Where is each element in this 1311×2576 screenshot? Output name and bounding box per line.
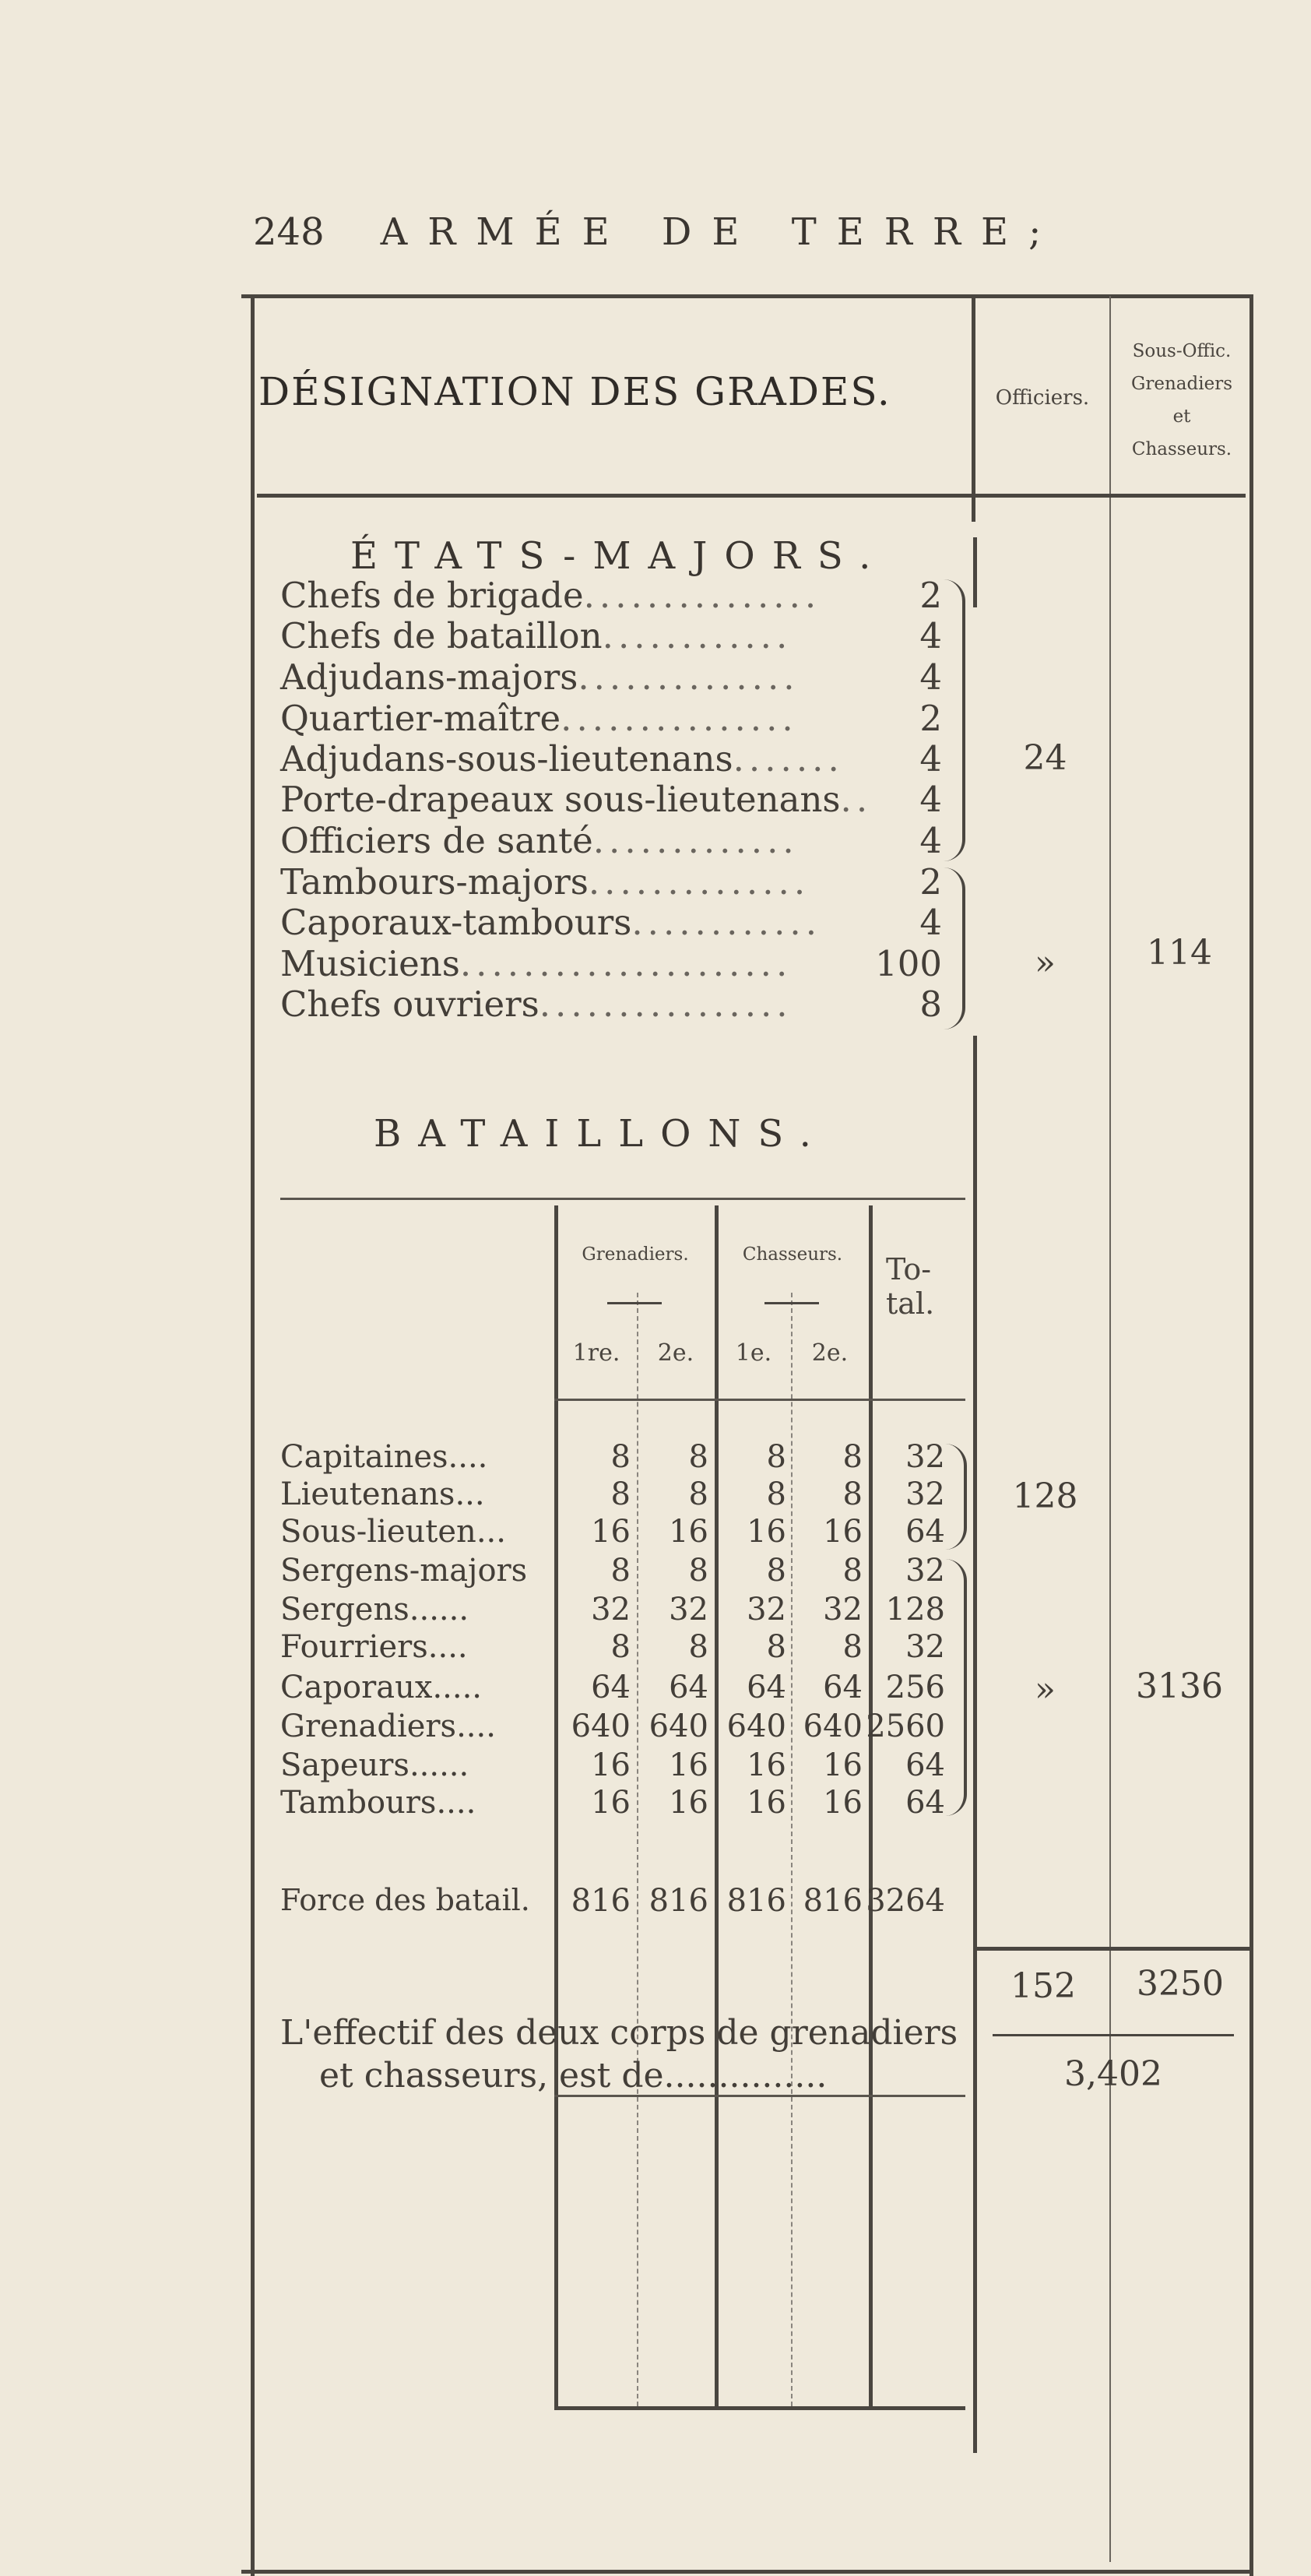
table-cell: 16 <box>591 1514 631 1550</box>
table-cell: 8 <box>766 1629 786 1665</box>
list-item <box>280 820 799 861</box>
page-number: 248 <box>253 210 325 254</box>
footer-leader: ............... <box>663 2056 828 2096</box>
summary-rule <box>973 1947 1250 1951</box>
table-cell: 16 <box>669 1747 708 1783</box>
list-item <box>280 698 798 739</box>
row-leader: .. <box>486 1514 506 1550</box>
entry-leader: ................ <box>539 984 793 1025</box>
table-cell-total: 32 <box>905 1553 945 1589</box>
officiers-header: Officiers. <box>995 386 1090 410</box>
entry-leader: ............ <box>631 902 821 943</box>
sous-officiers-header-line: Grenadiers <box>1131 374 1232 394</box>
list-item <box>280 738 844 779</box>
table-cell: 8 <box>610 1476 631 1512</box>
table-cell-total: 256 <box>885 1670 945 1705</box>
table-cell: 16 <box>669 1785 708 1821</box>
entry-leader: ..................... <box>459 943 793 984</box>
entry-value: 2 <box>919 698 942 739</box>
table-cell-total: 64 <box>905 1514 945 1550</box>
group-brace <box>607 1302 662 1304</box>
running-title: ARMÉE DE TERRE; <box>380 210 1062 254</box>
force-cell: 816 <box>571 1883 631 1919</box>
table-cell: 8 <box>610 1439 631 1475</box>
entry-label: Adjudans-majors <box>280 656 578 698</box>
sum-brace <box>993 2034 1234 2036</box>
list-item <box>280 779 872 820</box>
table-cell-total: 32 <box>905 1629 945 1665</box>
entry-label: Chefs de bataillon <box>280 615 603 656</box>
force-total: 3264 <box>866 1883 945 1919</box>
entry-leader: ............. <box>592 820 799 861</box>
table-cell: 8 <box>766 1476 786 1512</box>
table-cell: 8 <box>842 1553 863 1589</box>
entry-value: 2 <box>919 575 942 616</box>
list-item <box>280 902 821 943</box>
entry-leader: ............... <box>561 698 798 739</box>
entry-label: Chefs ouvriers <box>280 984 540 1025</box>
table-cell: 32 <box>591 1592 631 1628</box>
grenadiers-group-header: Grenadiers. <box>582 1244 689 1265</box>
group-brace <box>764 1302 819 1304</box>
sous-officiers-total: 114 <box>1147 933 1212 973</box>
table-cell: 640 <box>726 1709 786 1744</box>
list-item <box>280 861 810 903</box>
entry-leader: .............. <box>588 861 810 903</box>
row-label: Lieutenans <box>280 1476 455 1512</box>
table-cell: 16 <box>669 1514 708 1550</box>
footer-line-2-text: et chasseurs, est de <box>319 2056 664 2096</box>
table-row-label <box>280 1670 482 1705</box>
table-row-label <box>280 1592 469 1628</box>
footer-line-1: L'effectif des deux corps de grenadiers <box>280 2013 958 2053</box>
entry-value: 100 <box>875 943 942 984</box>
table-cell: 8 <box>766 1553 786 1589</box>
bataillons-title: BATAILLONS. <box>374 1112 828 1156</box>
entry-value: 4 <box>919 615 942 656</box>
sous-officiers-header <box>1112 335 1252 466</box>
entry-leader: ............... <box>583 575 821 616</box>
sous-officiers-header-line: Sous-Offic. <box>1132 341 1232 361</box>
force-cell: 816 <box>648 1883 708 1919</box>
row-label: Sous-lieuten. <box>280 1514 487 1550</box>
table-cell: 16 <box>823 1747 863 1783</box>
entry-value: 8 <box>919 984 942 1025</box>
entry-label: Porte-drapeaux sous-lieutenans <box>280 779 841 820</box>
entry-value: 4 <box>919 738 942 779</box>
table-cell: 16 <box>747 1514 786 1550</box>
table-cell: 8 <box>766 1439 786 1475</box>
table-cell: 16 <box>591 1747 631 1783</box>
entry-label: Caporaux-tambours <box>280 902 632 943</box>
row-leader: .... <box>427 1629 468 1665</box>
list-item <box>280 615 792 656</box>
list-item <box>280 984 793 1025</box>
list-item <box>280 943 792 984</box>
row-label: Sergens <box>280 1592 409 1628</box>
brace-officiers <box>944 579 965 861</box>
table-top-rule <box>241 294 1253 298</box>
list-item <box>280 575 821 616</box>
ditto-mark: » <box>1035 1670 1056 1709</box>
header-bottom-rule <box>257 494 1246 498</box>
row-label: Fourriers <box>280 1629 428 1665</box>
table-cell: 8 <box>688 1629 708 1665</box>
inner-header-rule <box>554 1399 965 1401</box>
entry-leader: ....... <box>733 738 844 779</box>
footer-line-2 <box>319 2056 827 2096</box>
table-row-label <box>280 1476 485 1512</box>
officiers-sum: 152 <box>1010 1966 1076 2006</box>
table-cell: 640 <box>571 1709 631 1744</box>
force-cell: 816 <box>803 1883 863 1919</box>
table-cell-total: 64 <box>905 1785 945 1821</box>
entry-label: Adjudans-sous-lieutenans <box>280 738 733 779</box>
row-label: Caporaux <box>280 1670 433 1705</box>
table-cell: 8 <box>842 1476 863 1512</box>
entry-label: Quartier-maître <box>280 698 561 739</box>
table-cell: 8 <box>610 1553 631 1589</box>
table-cell-total: 32 <box>905 1439 945 1475</box>
row-leader: ... <box>455 1476 485 1512</box>
table-cell: 32 <box>669 1592 708 1628</box>
table-row-label <box>280 1747 469 1783</box>
bataillons-rule <box>973 1036 977 2453</box>
table-row-label <box>280 1785 476 1821</box>
entry-value: 4 <box>919 820 942 861</box>
table-cell: 32 <box>747 1592 786 1628</box>
table-cell: 16 <box>747 1747 786 1783</box>
table-cell: 16 <box>747 1785 786 1821</box>
row-leader: ...... <box>409 1592 469 1628</box>
inner-top-rule <box>280 1198 965 1200</box>
header-divider-left <box>972 296 975 522</box>
running-head <box>253 210 1141 254</box>
entry-value: 4 <box>919 779 942 820</box>
entry-label: Tambours-majors <box>280 861 589 903</box>
row-leader: .... <box>436 1785 476 1821</box>
table-cell: 64 <box>591 1670 631 1705</box>
sous-officiers-sum: 3250 <box>1137 1964 1224 2004</box>
rank-header: 1e. <box>735 1339 772 1367</box>
entry-leader: ............ <box>602 615 793 656</box>
table-right-rule <box>1249 296 1253 2576</box>
sous-officiers-header-line: et <box>1172 406 1191 427</box>
brace-officiers <box>945 1444 967 1550</box>
sous-officiers-total: 3136 <box>1136 1666 1223 1706</box>
table-row-label <box>280 1439 487 1475</box>
etats-majors-title: ÉTATS-MAJORS. <box>350 534 888 578</box>
row-label: Sergens-majors <box>280 1553 528 1589</box>
inner-bottom-rule <box>554 2406 965 2410</box>
entry-value: 4 <box>919 902 942 943</box>
table-row-label <box>280 1553 527 1589</box>
table-cell: 8 <box>842 1629 863 1665</box>
ditto-mark: » <box>1035 943 1056 983</box>
row-leader: ...... <box>409 1747 469 1783</box>
table-cell: 8 <box>688 1439 708 1475</box>
officiers-total: 128 <box>1012 1476 1078 1516</box>
table-cell: 640 <box>803 1709 863 1744</box>
table-cell-total: 2560 <box>866 1709 945 1744</box>
entry-leader: .............. <box>578 656 800 698</box>
entry-label: Musiciens <box>280 943 460 984</box>
table-cell: 64 <box>669 1670 708 1705</box>
force-label: Force des batail. <box>280 1883 530 1917</box>
etats-majors-rule <box>973 537 977 607</box>
row-label: Tambours <box>280 1785 437 1821</box>
table-left-rule <box>251 296 255 2576</box>
col-divider-officiers <box>1109 296 1111 2562</box>
brace-sous-officiers <box>944 867 965 1029</box>
row-label: Sapeurs <box>280 1747 409 1783</box>
grand-total: 3,402 <box>1064 2054 1162 2094</box>
rank-header: 1re. <box>572 1339 620 1367</box>
entry-leader: .. <box>840 779 873 820</box>
row-leader: ..... <box>432 1670 483 1705</box>
table-cell: 8 <box>842 1439 863 1475</box>
force-cell: 816 <box>726 1883 786 1919</box>
table-bottom-rule <box>241 2570 1253 2574</box>
row-leader: .... <box>456 1709 496 1744</box>
row-label: Capitaines <box>280 1439 448 1475</box>
table-cell: 32 <box>823 1592 863 1628</box>
designation-header: DÉSIGNATION DES GRADES. <box>258 369 891 414</box>
chasseurs-group-header: Chasseurs. <box>742 1244 843 1265</box>
total-header-line: To- <box>886 1252 932 1286</box>
brace-sous-officiers <box>945 1559 967 1816</box>
row-label: Grenadiers <box>280 1709 457 1744</box>
table-row-label <box>280 1629 468 1665</box>
table-cell: 640 <box>648 1709 708 1744</box>
table-cell-total: 64 <box>905 1747 945 1783</box>
officiers-total: 24 <box>1023 738 1067 778</box>
table-row-label <box>280 1514 506 1550</box>
table-cell: 16 <box>591 1785 631 1821</box>
table-cell: 64 <box>823 1670 863 1705</box>
entry-value: 4 <box>919 656 942 698</box>
table-cell: 8 <box>610 1629 631 1665</box>
entry-label: Chefs de brigade <box>280 575 584 616</box>
total-header-line: tal. <box>886 1286 935 1321</box>
entry-value: 2 <box>919 861 942 903</box>
table-cell: 64 <box>747 1670 786 1705</box>
table-cell-total: 128 <box>885 1592 945 1628</box>
table-cell: 16 <box>823 1785 863 1821</box>
table-cell: 16 <box>823 1514 863 1550</box>
rank-header: 2e. <box>657 1339 694 1367</box>
table-cell-total: 32 <box>905 1476 945 1512</box>
rank-header: 2e. <box>811 1339 849 1367</box>
table-row-label <box>280 1709 496 1744</box>
sous-officiers-header-line: Chasseurs. <box>1131 439 1232 459</box>
row-leader: .... <box>448 1439 488 1475</box>
total-header <box>886 1252 934 1321</box>
table-cell: 8 <box>688 1476 708 1512</box>
list-item <box>280 656 800 698</box>
entry-label: Officiers de santé <box>280 820 593 861</box>
table-cell: 8 <box>688 1553 708 1589</box>
